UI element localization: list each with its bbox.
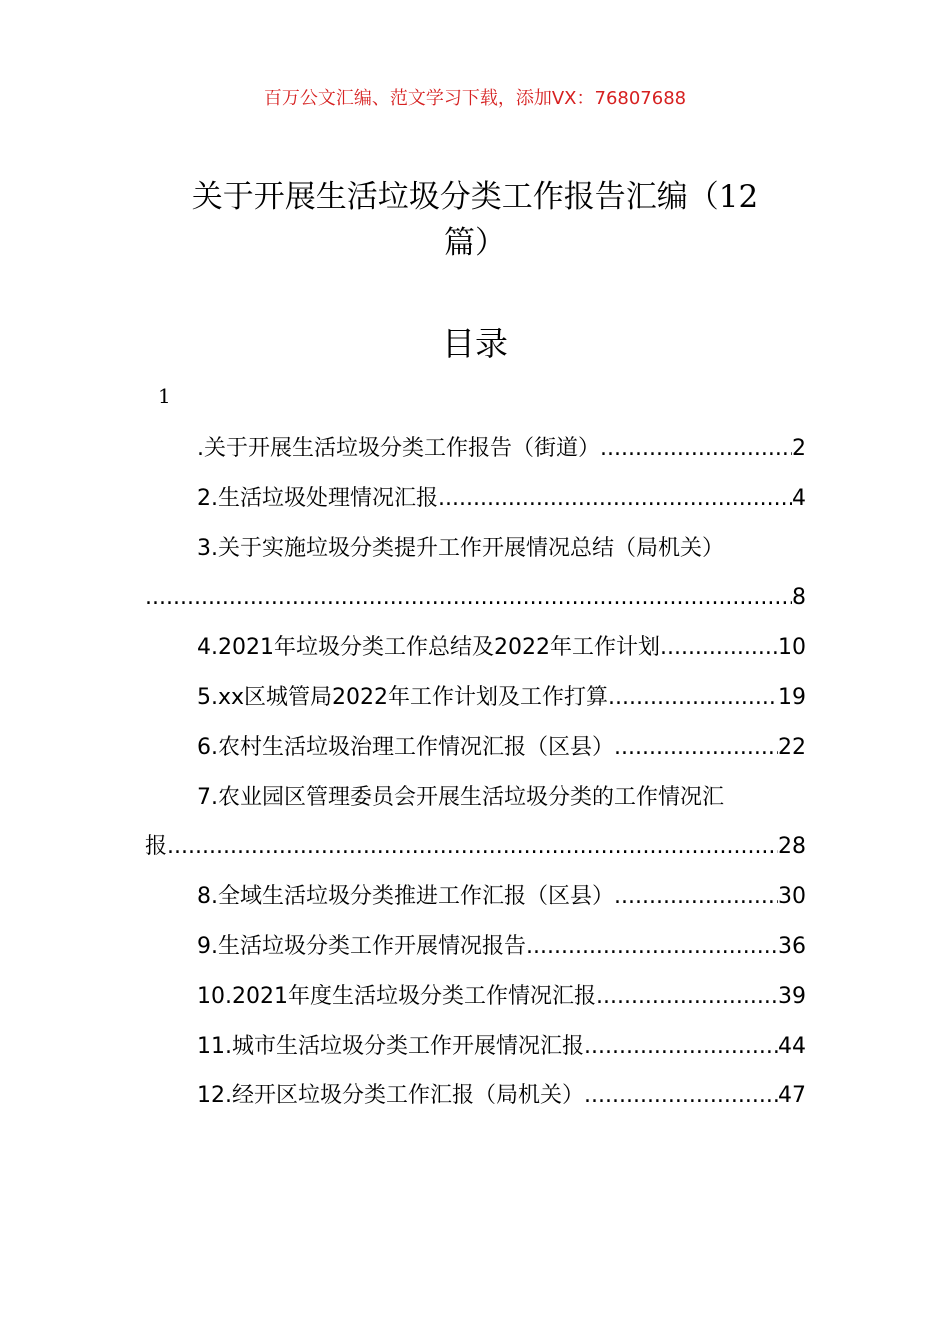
toc-entry-page: 28 — [778, 834, 806, 860]
toc-leader — [596, 972, 778, 1022]
toc-entry[interactable] — [145, 474, 806, 524]
toc-heading: 目录 — [442, 324, 508, 363]
toc-entry-title: 10.2021年度生活垃圾分类工作情况汇报 — [197, 983, 596, 1009]
toc-entry-title: 9.生活垃圾分类工作开展情况报告 — [197, 933, 526, 959]
toc-entry-title: 7.农业园区管理委员会开展生活垃圾分类的工作情况汇 — [197, 784, 724, 810]
watermark-text: 百万公文汇编、范文学习下载，添加VX：76807688 — [263, 88, 687, 109]
toc-entry-title: 11.城市生活垃圾分类工作开展情况汇报 — [197, 1033, 584, 1059]
toc-leader — [608, 673, 778, 723]
toc-entry[interactable] — [145, 972, 806, 1022]
toc-leader — [584, 1022, 778, 1072]
toc-entry-page: 2 — [792, 436, 806, 461]
toc-leader — [614, 723, 778, 773]
title-text-end: 篇） — [444, 225, 506, 261]
toc-entry[interactable] — [145, 773, 806, 823]
toc-entry[interactable] — [145, 524, 806, 574]
toc-entry-page: 36 — [778, 933, 806, 959]
toc-leader — [660, 623, 778, 673]
toc-entry-page: 44 — [778, 1033, 806, 1059]
toc-entry-title: 5.xx区城管局2022年工作计划及工作打算 — [197, 684, 609, 710]
title-text: 关于开展生活垃圾分类工作报告汇编（ — [191, 179, 719, 215]
toc-entry-page: 39 — [778, 983, 806, 1009]
toc-entry[interactable] — [145, 723, 806, 773]
toc-leader — [600, 424, 792, 474]
toc-entry[interactable] — [145, 623, 806, 673]
toc-entry[interactable] — [145, 872, 806, 922]
table-of-contents — [145, 424, 806, 1121]
toc-entry-page: 30 — [778, 884, 806, 910]
toc-entry-page: 8 — [792, 585, 806, 611]
toc-entry-continuation[interactable] — [145, 573, 806, 623]
toc-leader — [526, 922, 778, 972]
title-count: 12 — [718, 179, 759, 215]
toc-entry-page: 4 — [792, 485, 806, 511]
toc-entry-title: 2.生活垃圾处理情况汇报 — [197, 485, 438, 511]
toc-entry-page: 10 — [778, 635, 806, 661]
toc-leader — [145, 573, 792, 623]
document-title — [150, 174, 800, 266]
toc-entry-title: 6.农村生活垃圾治理工作情况汇报（区县） — [197, 734, 614, 760]
toc-leader — [584, 1071, 778, 1121]
toc-entry-title: 报 — [145, 834, 168, 860]
toc-leader — [438, 474, 792, 524]
toc-entry-title: .关于开展生活垃圾分类工作报告（街道） — [197, 436, 600, 461]
toc-entry[interactable] — [145, 424, 806, 474]
toc-entry-continuation[interactable] — [145, 822, 806, 872]
toc-entry[interactable] — [145, 673, 806, 723]
toc-entry[interactable] — [145, 1022, 806, 1072]
toc-entry[interactable] — [145, 1071, 806, 1121]
toc-leader — [614, 872, 778, 922]
toc-entry-page: 19 — [778, 684, 806, 710]
toc-entry[interactable] — [145, 922, 806, 972]
toc-marker: 1 — [158, 384, 171, 408]
toc-entry-title: 4.2021年垃圾分类工作总结及2022年工作计划 — [197, 635, 660, 661]
toc-entry-title: 12.经开区垃圾分类工作汇报（局机关） — [197, 1083, 584, 1109]
toc-entry-title: 3.关于实施垃圾分类提升工作开展情况总结（局机关） — [197, 535, 724, 561]
toc-entry-title: 8.全域生活垃圾分类推进工作汇报（区县） — [197, 884, 614, 910]
toc-entry-page: 22 — [778, 734, 806, 760]
toc-entry-page: 47 — [778, 1083, 806, 1109]
toc-leader — [167, 822, 778, 872]
